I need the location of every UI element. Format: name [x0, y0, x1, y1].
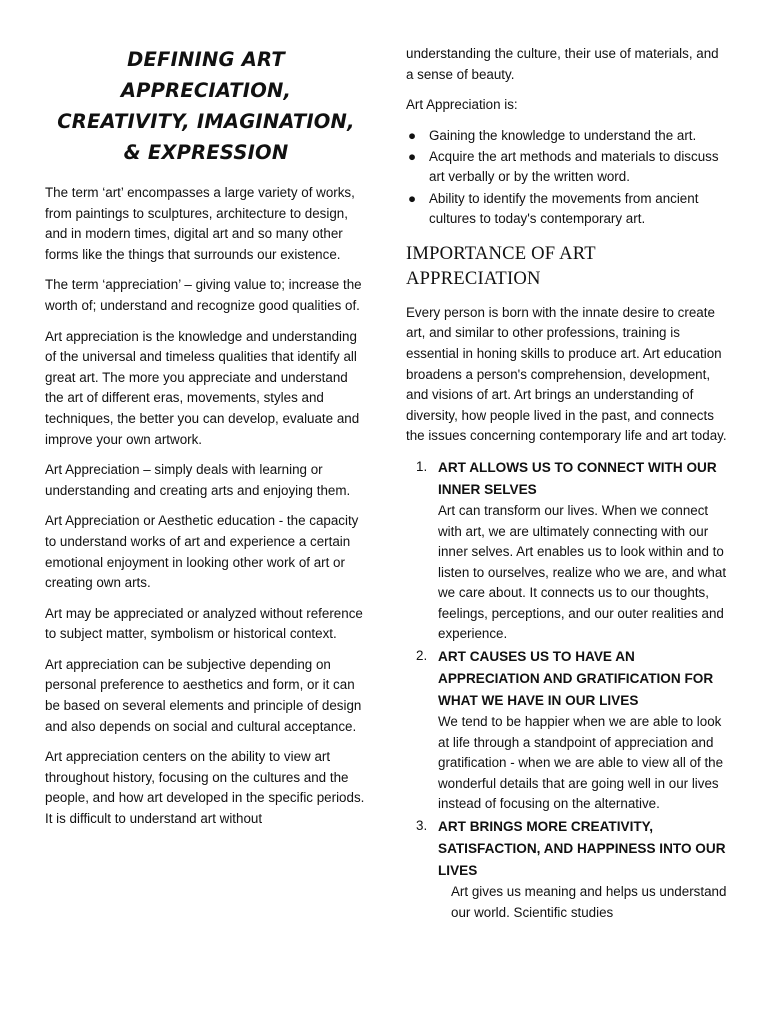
item-number: 1.	[416, 458, 428, 474]
item-number: 3.	[416, 818, 428, 834]
list-item	[406, 189, 728, 230]
numbered-list	[406, 457, 728, 923]
bullet-icon: ●	[408, 148, 417, 164]
item-heading: ART BRINGS MORE CREATIVITY, SATISFACTION, AND HAPPINESS INTO OUR LIVES	[438, 819, 726, 879]
numbered-item	[406, 816, 728, 923]
item-heading: ART CAUSES US TO HAVE AN APPRECIATION AND GRATIFICATION FOR WHAT WE HAVE IN OUR LIVES	[438, 649, 714, 709]
title-line: & EXPRESSION	[123, 141, 289, 164]
section-heading-line: APPRECIATION	[406, 267, 541, 289]
paragraph-learning: Art Appreciation – simply deals with learning or understanding and creating arts and enjoying them.	[45, 462, 351, 498]
title-line: APPRECIATION,	[120, 79, 292, 102]
item-body: Art can transform our lives. When we connect with art, we are ultimately connecting with our inner selves. Art enables us to look within and to listen to ourselves, realize who we are, and what we care about. It connects us to our thoughts, feelings, perceptions, and our outer realities and experience.	[438, 502, 727, 642]
numbered-item	[406, 457, 728, 645]
item-body: Art gives us meaning and helps us understand our world. Scientific studies	[451, 884, 727, 920]
appreciation-is-label: Art Appreciation is:	[406, 97, 518, 113]
section-heading-line: IMPORTANCE OF ART	[406, 242, 596, 264]
paragraph-art-term: The term ‘art’ encompasses a large variety of works, from paintings to sculptures, architecture to design, and in modern times, digital art and so many other forms like the things that surrounds our existence.	[45, 185, 355, 262]
list-item	[406, 147, 728, 188]
item-body: We tend to be happier when we are able to look at life through a standpoint of appreciation and gratification - when we are able to view all of the wonderful details that are going well in our lives instead of focusing on the alternative.	[438, 714, 724, 812]
title-line: DEFINING ART	[127, 48, 285, 71]
paragraph-analyzed: Art may be appreciated or analyzed without reference to subject matter, symbolism or historical context.	[45, 605, 363, 642]
paragraph-appreciation-term: The term ‘appreciation’ – giving value to; increase the worth of; understand and recognize good qualities of.	[45, 277, 362, 313]
section-heading	[406, 241, 728, 291]
bullet-icon: ●	[408, 190, 417, 206]
item-heading: ART ALLOWS US TO CONNECT WITH OUR INNER SELVES	[438, 459, 717, 497]
bullet-text: Gaining the knowledge to understand the art.	[429, 127, 697, 143]
paragraph-history: Art appreciation centers on the ability to view art throughout history, focusing on the cultures and the people, and how art developed in the specific periods. It is difficult to understand art without	[45, 749, 365, 827]
paragraph-importance: Every person is born with the innate desire to create art, and similar to other professions, training is essential in honing skills to produce art. Art education broadens a person's comprehension, development, and visions of art. Art brings an understanding of diversity, how people lived in the past, and connects the issues concerning contemporary life and art today.	[406, 304, 727, 444]
numbered-item	[406, 646, 728, 815]
paragraph-continued: understanding the culture, their use of materials, and a sense of beauty.	[406, 46, 719, 82]
title-line: CREATIVITY, IMAGINATION,	[57, 110, 355, 133]
bullet-text: Acquire the art methods and materials to discuss art verbally or by the written word.	[429, 148, 719, 185]
bullet-icon: ●	[408, 127, 417, 143]
bullet-text: Ability to identify the movements from ancient cultures to today's contemporary art.	[429, 190, 699, 227]
bullet-list	[406, 126, 728, 230]
right-column	[406, 44, 728, 924]
paragraph-subjective: Art appreciation can be subjective depending on personal preference to aesthetics and form, or it can be based on several elements and principle of design and also depends on social and cultural acceptance.	[45, 656, 362, 734]
paragraph-aesthetic-education: Art Appreciation or Aesthetic education - the capacity to understand works of art and experience a certain emotional enjoyment in looking other work of art or creating own arts.	[45, 513, 359, 591]
paragraph-knowledge: Art appreciation is the knowledge and understanding of the universal and timeless qualities that identify all great art. The more you appreciate and understand the art of different eras, movements, styles and techniques, the better you can develop, evaluate and improve your own artwork.	[45, 328, 360, 447]
list-item	[406, 126, 728, 147]
item-number: 2.	[416, 648, 428, 664]
left-column	[45, 44, 367, 840]
document-title	[45, 44, 367, 168]
